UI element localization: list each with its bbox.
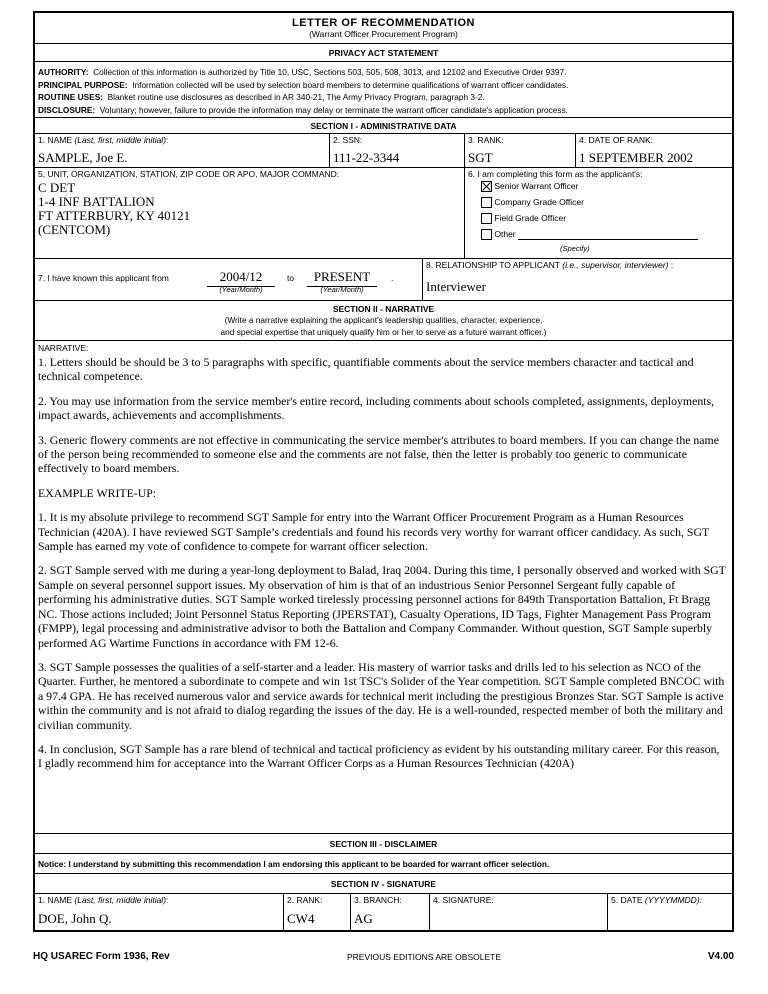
other-specify-line[interactable] bbox=[518, 239, 698, 240]
signature-row bbox=[35, 894, 732, 930]
signature-date-cell[interactable] bbox=[607, 894, 732, 930]
authority-label: AUTHORITY: bbox=[38, 67, 89, 77]
option-other[interactable] bbox=[481, 229, 698, 245]
purpose-text: Information collected will be used by selection board members to determine qualifications of warrant officer candidates. bbox=[132, 79, 569, 90]
date-of-rank-label: 4. DATE OF RANK: bbox=[579, 135, 653, 145]
narrative-paragraph: EXAMPLE WRITE-UP: bbox=[38, 485, 157, 500]
checkbox-icon[interactable] bbox=[481, 213, 492, 224]
name-colon: : bbox=[166, 135, 169, 145]
signature-cell[interactable] bbox=[429, 894, 607, 930]
known-to-word: to bbox=[287, 273, 295, 283]
known-from-value: 2004/12 bbox=[219, 269, 263, 284]
unit-line: (CENTCOM) bbox=[38, 222, 111, 237]
section1-row-known bbox=[35, 259, 732, 301]
recommendation-form bbox=[33, 11, 734, 932]
obsolete-notice: PREVIOUS EDITIONS ARE OBSOLETE bbox=[347, 952, 501, 962]
section2-heading: SECTION II - NARRATIVE bbox=[332, 304, 435, 314]
rank-value: SGT bbox=[468, 150, 493, 165]
signer-name-value: DOE, John Q. bbox=[38, 911, 112, 926]
completing-as-cell bbox=[464, 168, 732, 258]
narrative-paragraph: 3. SGT Sample possesses the qualities of a self-starter and a leader. His mastery of warrior tasks and drills led to his selection as NCO of the Quarter. Further, he mentored a subordinate to compete and win 1st TSC's Solider of the Year competition. SGT Sample completed BNCOC with a 97.4 GPA. He has received numerous valor and service awards for technical merit including the prestigious Bronzes Star. SGT Sample is active within the community and is not afraid to dialog regarding the issues of the day. He is a well-rounded, respected member of both the military and civilian community. bbox=[38, 659, 725, 732]
narrative-label: NARRATIVE: bbox=[38, 343, 89, 353]
completing-as-label: 6. I am completing this form as the applicant's: bbox=[468, 169, 643, 179]
option-label: Senior Warrant Officer bbox=[494, 181, 579, 191]
ssn-label: 2. SSN: bbox=[333, 135, 363, 145]
relationship-cell[interactable] bbox=[422, 259, 732, 300]
section1-row-unit bbox=[35, 168, 732, 259]
narrative-paragraph: 4. In conclusion, SGT Sample has a rare blend of technical and tactical proficiency as evident by his outstanding military career. For this reason, I gladly recommend him for acceptance into the Warrant Officer Corps as a Human Resources Technician (420A) bbox=[38, 741, 720, 771]
privacy-heading: PRIVACY ACT STATEMENT bbox=[35, 44, 732, 62]
completing-as-options bbox=[481, 181, 698, 245]
year-month-label: (Year/Month) bbox=[320, 285, 364, 294]
option-field-grade[interactable] bbox=[481, 213, 698, 229]
disclaimer-notice: Notice: I understand by submitting this recommendation I am endorsing this applicant to be boarded for warrant officer selection. bbox=[35, 854, 732, 874]
signer-name-label: 1. NAME bbox=[38, 895, 73, 905]
disclosure-label: DISCLOSURE: bbox=[38, 104, 96, 115]
unit-line: FT ATTERBURY, KY 40121 bbox=[38, 208, 191, 223]
narrative-paragraph: 1. Letters should be should be 3 to 5 paragraphs with specific, quantifiable comments about the service members character and tactical and technical competence. bbox=[38, 355, 694, 384]
signer-branch-cell[interactable] bbox=[350, 894, 429, 930]
date-of-rank-cell[interactable] bbox=[575, 134, 732, 167]
unit-cell[interactable] bbox=[35, 168, 464, 258]
signer-name-hint: (Last, first, middle initial) bbox=[74, 895, 167, 905]
known-label: 7. I have known this applicant from bbox=[38, 273, 169, 283]
year-month-label: (Year/Month) bbox=[219, 285, 263, 294]
relationship-hint: (i.e., supervisor, interviewer) bbox=[562, 260, 669, 270]
checkbox-icon[interactable] bbox=[481, 229, 492, 240]
checkbox-checked-icon[interactable] bbox=[481, 181, 492, 192]
purpose-label: PRINCIPAL PURPOSE: bbox=[38, 79, 128, 90]
unit-line: 1-4 INF BATTALION bbox=[38, 194, 155, 209]
name-cell[interactable] bbox=[35, 134, 329, 167]
unit-line: C DET bbox=[38, 180, 76, 195]
known-to-value: PRESENT bbox=[313, 269, 371, 284]
form-subtitle: (Warrant Officer Procurement Program) bbox=[309, 29, 458, 39]
signature-date-label: 5. DATE bbox=[611, 895, 643, 905]
option-senior-warrant[interactable] bbox=[481, 181, 698, 197]
relationship-label: 8. RELATIONSHIP TO APPLICANT bbox=[426, 260, 560, 270]
section3-heading: SECTION III - DISCLAIMER bbox=[35, 834, 732, 854]
form-version: V4.00 bbox=[707, 951, 734, 962]
routine-text: Blanket routine use disclosures as described in AR 340-21, The Army Privacy Program, paragraph 3-2. bbox=[107, 92, 485, 102]
signer-rank-cell[interactable] bbox=[283, 894, 350, 930]
option-label: Field Grade Officer bbox=[494, 213, 567, 223]
narrative-instruction: and special expertise that uniquely qualify him or her to serve as a future warrant officer.) bbox=[220, 327, 547, 337]
name-value: SAMPLE, Joe E. bbox=[38, 150, 128, 165]
authority-text: Collection of this information is authorized by Title 10, USC, Sections 503, 505, 508, 3013, and 12102 and Executive Order 9397. bbox=[93, 67, 567, 77]
option-label: Company Grade Officer bbox=[494, 197, 584, 207]
section4-heading: SECTION IV - SIGNATURE bbox=[35, 874, 732, 894]
unit-label: 5. UNIT, ORGANIZATION, STATION, ZIP CODE OR APO, MAJOR COMMAND: bbox=[38, 169, 340, 179]
narrative-text bbox=[38, 355, 726, 781]
specify-label: (Specify) bbox=[560, 244, 590, 253]
ssn-value: 111-22-3344 bbox=[333, 150, 400, 165]
known-cell bbox=[35, 259, 422, 300]
signer-branch-label: 3. BRANCH: bbox=[354, 895, 402, 905]
signer-rank-value: CW4 bbox=[287, 911, 315, 926]
form-header bbox=[35, 13, 732, 44]
relationship-value: Interviewer bbox=[426, 279, 486, 294]
signature-date-hint: (YYYYMMDD): bbox=[644, 895, 703, 905]
narrative-box[interactable] bbox=[35, 341, 732, 834]
checkbox-icon[interactable] bbox=[481, 197, 492, 208]
section1-heading: SECTION I - ADMINISTRATIVE DATA bbox=[35, 118, 732, 134]
signature-label: 4. SIGNATURE: bbox=[433, 895, 494, 905]
name-hint: (Last, first, middle initial) bbox=[74, 135, 167, 145]
form-title: LETTER OF RECOMMENDATION bbox=[292, 17, 475, 29]
narrative-paragraph: 3. Generic flowery comments are not effective in communicating the service member's attributes to board members. If you can change the name of the person being recommended to someone else and the comments are not false, then the letter is probably too generic to communicate effectively to board members. bbox=[38, 432, 719, 476]
signer-branch-value: AG bbox=[354, 911, 373, 926]
signer-name-cell[interactable] bbox=[35, 894, 283, 930]
narrative-paragraph: 1. It is my absolute privilege to recommend SGT Sample for entry into the Warrant Officer Procurement Program as a Human Resources Technician (420A). I have reviewed SGT Sample’s credentials and found his records very worthy for warrant officer candidacy. As such, SGT Sample has earned my vote of confidence to compete for warrant officer selection. bbox=[38, 510, 709, 554]
known-period: . bbox=[391, 273, 394, 283]
narrative-paragraph: 2. You may use information from the service member's entire record, including comments about schools completed, assignments, deployments, impact awards, achievements and accomplishments. bbox=[38, 393, 715, 423]
option-label: Other bbox=[494, 229, 516, 239]
routine-label: ROUTINE USES: bbox=[38, 92, 103, 102]
section1-row-basic bbox=[35, 134, 732, 168]
name-label: 1. NAME bbox=[38, 135, 73, 145]
signer-rank-label: 2. RANK: bbox=[287, 895, 323, 905]
signer-name-colon: : bbox=[166, 895, 169, 905]
date-of-rank-value: 1 SEPTEMBER 2002 bbox=[579, 150, 694, 165]
ssn-cell[interactable] bbox=[329, 134, 464, 167]
section2-header bbox=[35, 301, 732, 341]
rank-label: 3. RANK: bbox=[468, 135, 504, 145]
unit-value bbox=[38, 181, 190, 237]
narrative-instruction: (Write a narrative explaining the applicant's leadership qualities, character, experience, bbox=[224, 315, 543, 325]
option-company-grade[interactable] bbox=[481, 197, 698, 213]
narrative-paragraph: 2. SGT Sample served with me during a year-long deployment to Balad, Iraq 2004. During this time, I personally observed and worked with SGT Sample on several personnel support issues. My observation of him is that of an industrious Senior Personnel Sergeant fully capable of performing his administrative duties. SGT Sample worked tirelessly processing personnel actions for 849th Transportation Battalion, Ft Bragg NC. Those actions included; Joint Personnel Status Reporting (JPERSTAT), Casualty Operations, ID Tags, Fighter Management Pass Program (FMPP), legal processing and administrative advisor to both the Battalion and Company Commander. Without question, SGT Sample superbly performed AG Wartime Functions in accordance with FM 12-6. bbox=[38, 563, 726, 650]
rank-cell[interactable] bbox=[464, 134, 575, 167]
privacy-statement bbox=[35, 62, 732, 118]
form-id: HQ USAREC Form 1936, Rev bbox=[33, 951, 170, 962]
relationship-colon: : bbox=[670, 260, 674, 270]
disclosure-text: Voluntary; however, failure to provide the information may delay or terminate the warrant officer candidate's application process. bbox=[99, 104, 568, 115]
